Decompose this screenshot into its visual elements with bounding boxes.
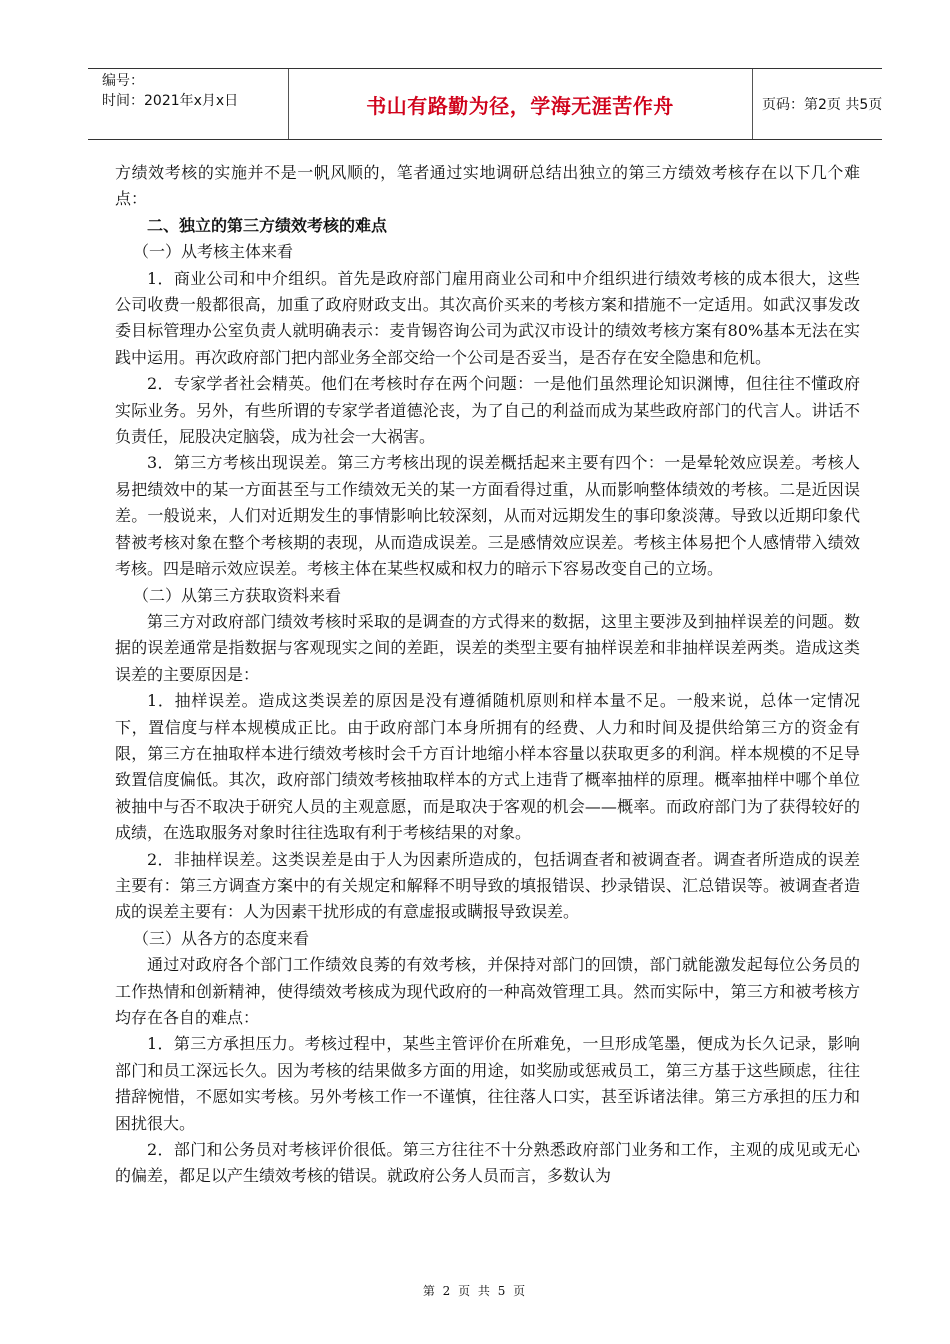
paragraph-continuation: 方绩效考核的实施并不是一帆风顺的，笔者通过实地调研总结出独立的第三方绩效考核存在以下几个难点：	[115, 163, 860, 209]
header-motto: 书山有路勤为径，学海无涯苦作舟	[366, 93, 674, 118]
paragraph: 第三方对政府部门绩效考核时采取的是调查的方式得来的数据，这里主要涉及到抽样误差的问题。数据的误差通常是指数据与客观现实之间的差距，误差的类型主要有抽样误差和非抽样误差两类。造成这类误差的主要原因是：	[115, 611, 860, 684]
header-page-cell	[752, 69, 882, 139]
section-heading: 二、独立的第三方绩效考核的难点	[147, 215, 388, 235]
document-body	[115, 160, 860, 1190]
paragraph: 2．部门和公务员对考核评价很低。第三方往往不十分熟悉政府部门业务和工作，主观的成见或无心的偏差，都足以产生绩效考核的错误。就政府公务人员而言，多数认为	[115, 1140, 860, 1186]
subsection-heading: （三）从各方的态度来看	[133, 928, 310, 948]
paragraph: 1．抽样误差。造成这类误差的原因是没有遵循随机原则和样本量不足。一般来说，总体一定情况下，置信度与样本规模成正比。由于政府部门本身所拥有的经费、人力和时间及提供给第三方的资金有限，第三方在抽取样本进行绩效考核时会千方百计地缩小样本容量以获取更多的利润。样本规模的不足导致置信度偏低。其次，政府部门绩效考核抽取样本的方式上违背了概率抽样的原理。概率抽样中哪个单位被抽中与否不取决于研究人员的主观意愿，而是取决于客观的机会——概率。而政府部门为了获得较好的成绩，在选取服务对象时往往选取有利于考核结果的对象。	[115, 691, 860, 843]
paragraph: 2．非抽样误差。这类误差是由于人为因素所造成的，包括调查者和被调查者。调查者所造成的误差主要有：第三方调查方案中的有关规定和解释不明导致的填报错误、抄录错误、汇总错误等。被调查者造成的误差主要有：人为因素干扰形成的有意虚报或瞒报导致误差。	[115, 849, 860, 922]
paragraph: 1．商业公司和中介组织。首先是政府部门雇用商业公司和中介组织进行绩效考核的成本很大，这些公司收费一般都很高，加重了政府财政支出。其次高价买来的考核方案和措施不一定适用。如武汉事发改委目标管理办公室负责人就明确表示：麦肯锡咨询公司为武汉市设计的绩效考核方案有80%基本无法在实践中运用。再次政府部门把内部业务全部交给一个公司是否妥当，是否存在安全隐患和危机。	[115, 268, 860, 367]
paragraph: 3．第三方考核出现误差。第三方考核出现的误差概括起来主要有四个：一是晕轮效应误差。考核人易把绩效中的某一方面甚至与工作绩效无关的某一方面看得过重，从而影响整体绩效的考核。二是近因误差。一般说来，人们对近期发生的事情影响比较深刻，从而对远期发生的事印象淡薄。导致以近期印象代替被考核对象在整个考核期的表现，从而造成误差。三是感情效应误差。考核主体易把个人感情带入绩效考核。四是暗示效应误差。考核主体在某些权威和权力的暗示下容易改变自己的立场。	[115, 453, 860, 579]
page-header	[88, 68, 882, 140]
header-time: 时间：2021年x月x日	[102, 93, 239, 109]
paragraph: 通过对政府各个部门工作绩效良莠的有效考核，并保持对部门的回馈，部门就能激发起每位公务员的工作热情和创新精神，使得绩效考核成为现代政府的一种高效管理工具。然而实际中，第三方和被考核方均存在各自的难点：	[115, 955, 860, 1027]
subsection-heading: （二）从第三方获取资料来看	[133, 585, 342, 605]
page-footer: 第 2 页 共 5 页	[422, 1284, 528, 1298]
paragraph: 1．第三方承担压力。考核过程中，某些主管评价在所难免，一旦形成笔墨，便成为长久记录，影响部门和员工深远长久。因为考核的结果做多方面的用途，如奖励或惩戒员工，第三方基于这些顾虑，往往措辞惋惜，不愿如实考核。另外考核工作一不谨慎，往往落人口实，甚至诉诸法律。第三方承担的压力和困扰很大。	[115, 1034, 860, 1133]
header-number: 编号：	[102, 73, 144, 89]
header-page-code: 页码：第2页 共5页	[762, 97, 883, 113]
header-meta	[88, 69, 289, 139]
header-motto-cell	[288, 69, 753, 139]
subsection-heading: （一）从考核主体来看	[133, 242, 294, 262]
paragraph: 2．专家学者社会精英。他们在考核时存在两个问题：一是他们虽然理论知识渊博，但往往不懂政府实际业务。另外，有些所谓的专家学者道德沦丧，为了自己的利益而成为某些政府部门的代言人。讲话不负责任，屁股决定脑袋，成为社会一大祸害。	[115, 374, 860, 447]
